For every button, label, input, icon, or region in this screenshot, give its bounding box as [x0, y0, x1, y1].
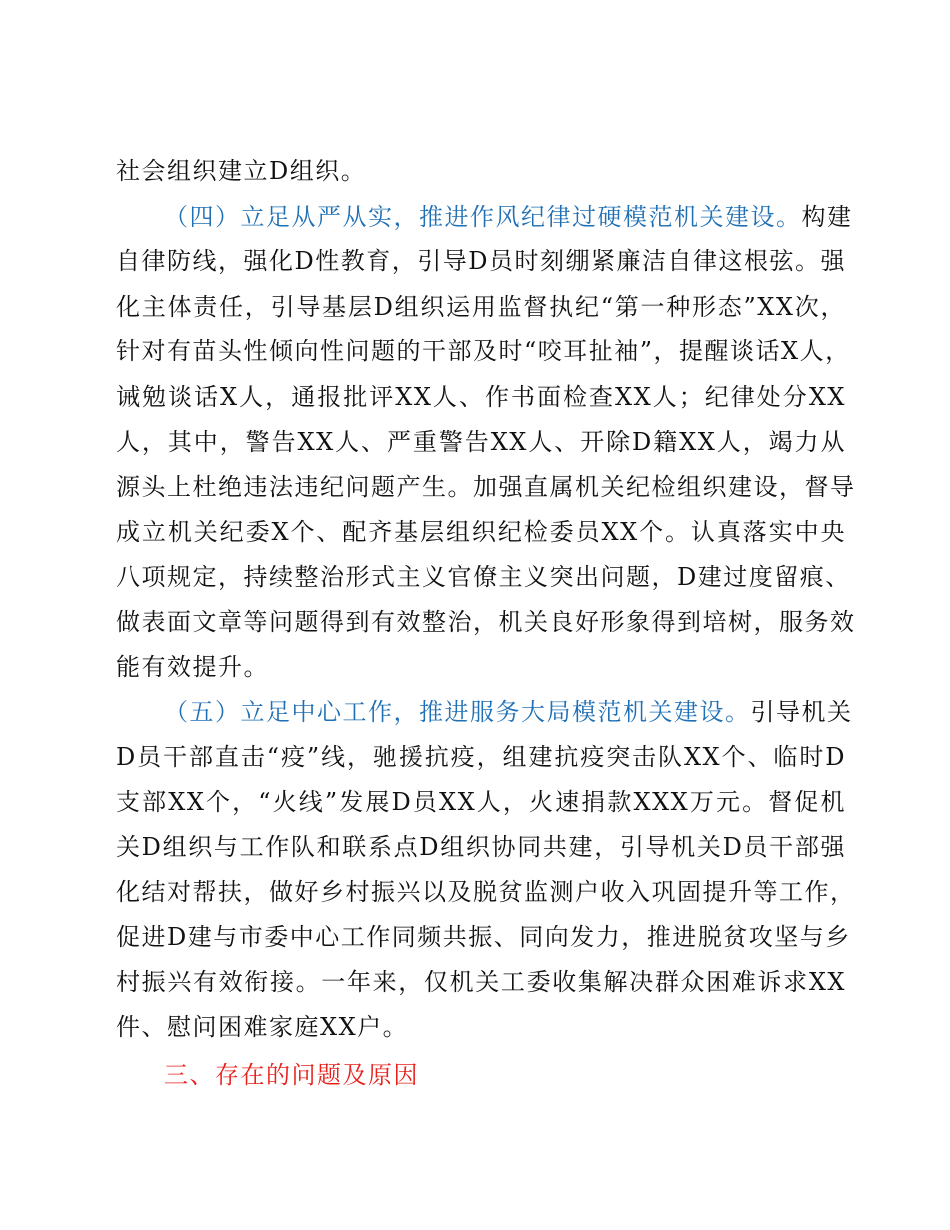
paragraph-line: D员干部直击“疫”线，驰援抗疫，组建抗疫突击队XX个、临时D	[116, 743, 846, 771]
paragraph-line: 支部XX个，“火线”发展D员XX人，火速捐款XXX万元。督促机	[116, 788, 846, 816]
paragraph-line: 能有效提升。	[116, 653, 269, 681]
paragraph-line: 件、慰问困难家庭XX户。	[116, 1013, 409, 1041]
paragraph-line: 诫勉谈话X人，通报批评XX人、作书面检查XX人；纪律处分XX	[116, 383, 846, 411]
section-heading-4-title: （四）立足从严从实，推进作风纪律过硬模范机关建设。	[164, 203, 802, 231]
paragraph-line: 针对有苗头性倾向性问题的干部及时“咬耳扯袖”，提醒谈话X人，	[116, 337, 851, 365]
paragraph-line: 村振兴有效衔接。一年来，仅机关工委收集解决群众困难诉求XX	[116, 968, 846, 996]
section-heading-5-title: （五）立足中心工作，推进服务大局模范机关建设。	[164, 698, 751, 726]
paragraph-line: 自律防线，强化D性教育，引导D员时刻绷紧廉洁自律这根弦。强	[116, 247, 846, 275]
paragraph-line: 做表面文章等问题得到有效整治，机关良好形象得到培树，服务效	[116, 608, 856, 636]
paragraph-line: 构建	[801, 203, 853, 231]
paragraph-line: 社会组织建立D组织。	[116, 157, 367, 185]
paragraph-line: 八项规定，持续整治形式主义官僚主义突出问题，D建过度留痕、	[116, 563, 851, 591]
paragraph-line: 化主体责任，引导基层D组织运用监督执纪“第一种形态”XX次，	[116, 293, 846, 321]
paragraph-line: 引导机关	[750, 698, 853, 726]
section-heading-3: 三、存在的问题及原因	[164, 1061, 419, 1089]
paragraph-line: 关D组织与工作队和联系点D组织协同共建，引导机关D员干部强	[116, 833, 846, 861]
paragraph-line: 化结对帮扶，做好乡村振兴以及脱贫监测户收入巩固提升等工作，	[116, 878, 856, 906]
section-heading-5	[164, 695, 853, 729]
paragraph-line: 人，其中，警告XX人、严重警告XX人、开除D籍XX人，竭力从	[116, 428, 846, 456]
paragraph-line: 源头上杜绝违法违纪问题产生。加强直属机关纪检组织建设，督导	[116, 473, 856, 501]
paragraph-line: 促进D建与市委中心工作同频共振、同向发力，推进脱贫攻坚与乡	[116, 923, 851, 951]
paragraph-line: 成立机关纪委X个、配齐基层组织纪检委员XX个。认真落实中央	[116, 518, 846, 546]
section-heading-4	[164, 200, 853, 234]
